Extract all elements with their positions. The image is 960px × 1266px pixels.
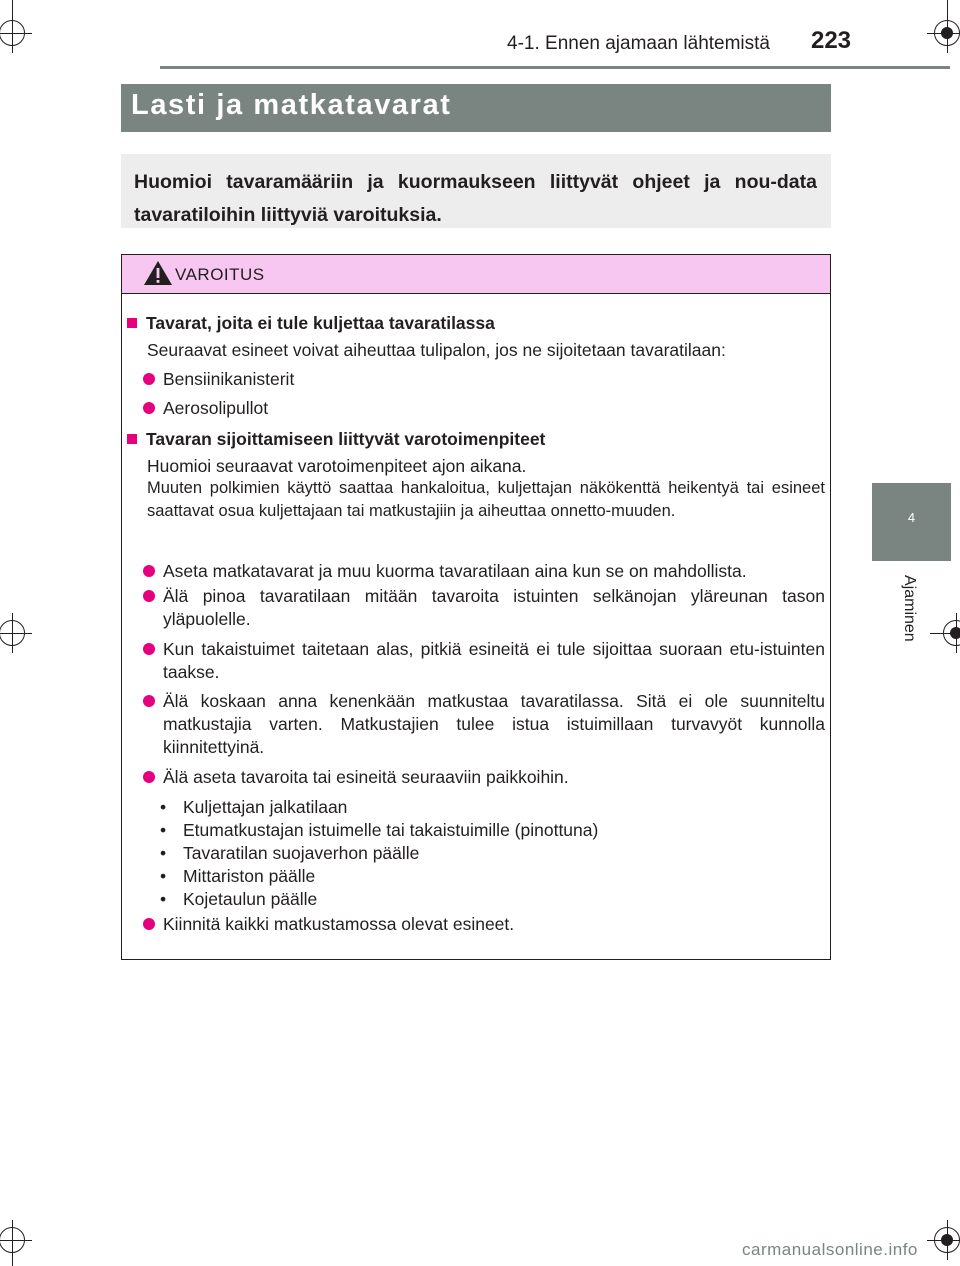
warning-label: VAROITUS: [175, 265, 265, 284]
section-text: Muuten polkimien käyttö saattaa hankaloitua, kuljettajan näkökenttä heikentyä tai esineet saattavat osua kuljettajaan tai matkustajiin ja aiheuttaa onnetto-muuden.: [147, 479, 825, 520]
footer-url: carmanualsonline.info: [742, 1240, 918, 1259]
list-item: Bensiinikanisterit: [143, 368, 825, 391]
warning-box: [121, 254, 831, 960]
square-bullet-icon: [127, 434, 137, 444]
page-title: Lasti ja matkatavarat: [131, 89, 452, 121]
list-item: Älä koskaan anna kenenkään matkustaa tavaratilassa. Sitä ei ole suunniteltu matkustajia varten. Matkustajien tulee istua istuimillaan turvavyöt kunnolla kiinnitettyinä.: [143, 690, 825, 759]
section-text: Huomioi seuraavat varotoimenpiteet ajon aikana.: [147, 456, 527, 476]
list-item: Aerosolipullot: [143, 397, 825, 420]
intro-box: [121, 154, 831, 228]
section-heading: Tavaran sijoittamiseen liittyvät varotoimenpiteet: [127, 429, 545, 450]
header-rule: [160, 66, 950, 69]
section-heading: Tavarat, joita ei tule kuljettaa tavaratilassa: [127, 313, 495, 334]
registration-mark-top-left: [0, 20, 25, 46]
chapter-label: Ajaminen: [901, 575, 918, 642]
round-bullet-icon: [143, 590, 155, 602]
square-bullet-icon: [127, 318, 137, 328]
registration-mark-bottom-right: [934, 1227, 960, 1253]
round-bullet-icon: [143, 402, 155, 414]
title-bar: [121, 84, 831, 132]
sub-list-item: • Kojetaulun päälle: [160, 889, 318, 909]
round-bullet-icon: [143, 771, 155, 783]
warning-triangle-icon: [142, 259, 174, 287]
list-item: Älä pinoa tavaratilaan mitään tavaroita istuinten selkänojan yläreunan tason yläpuolelle.: [143, 585, 825, 631]
warning-header: [122, 255, 830, 294]
sub-list-item: • Kuljettajan jalkatilaan: [160, 797, 348, 817]
round-bullet-icon: [143, 918, 155, 930]
round-bullet-icon: [143, 695, 155, 707]
registration-mark-mid-right: [943, 620, 960, 646]
list-item: Älä aseta tavaroita tai esineitä seuraaviin paikkoihin.: [143, 766, 825, 789]
list-item: Aseta matkatavarat ja muu kuorma tavaratilaan aina kun se on mahdollista.: [143, 560, 825, 583]
page-number: 223: [810, 27, 852, 54]
sub-list-item: • Tavaratilan suojaverhon päälle: [160, 843, 420, 863]
intro-text: Huomioi tavaramääriin ja kuormaukseen liittyvät ohjeet ja nou-data tavaratiloihin liittyviä varoituksia.: [134, 171, 817, 226]
section-text: Seuraavat esineet voivat aiheuttaa tulipalon, jos ne sijoitetaan tavaratilaan:: [147, 340, 726, 360]
running-header: 4-1. Ennen ajamaan lähtemistä: [507, 33, 770, 54]
sub-list-item: • Mittariston päälle: [160, 866, 316, 886]
round-bullet-icon: [143, 565, 155, 577]
round-bullet-icon: [143, 373, 155, 385]
chapter-number: 4: [907, 510, 916, 525]
list-item: Kiinnitä kaikki matkustamossa olevat esineet.: [143, 913, 825, 936]
registration-mark-mid-left: [0, 620, 25, 646]
list-item: Kun takaistuimet taitetaan alas, pitkiä esineitä ei tule sijoittaa suoraan etu-istuinten taakse.: [143, 638, 825, 684]
round-bullet-icon: [143, 643, 155, 655]
registration-mark-bottom-left: [0, 1227, 25, 1253]
registration-mark-top-right: [934, 20, 960, 46]
sub-list-item: • Etumatkustajan istuimelle tai takaistuimille (pinottuna): [160, 820, 599, 840]
